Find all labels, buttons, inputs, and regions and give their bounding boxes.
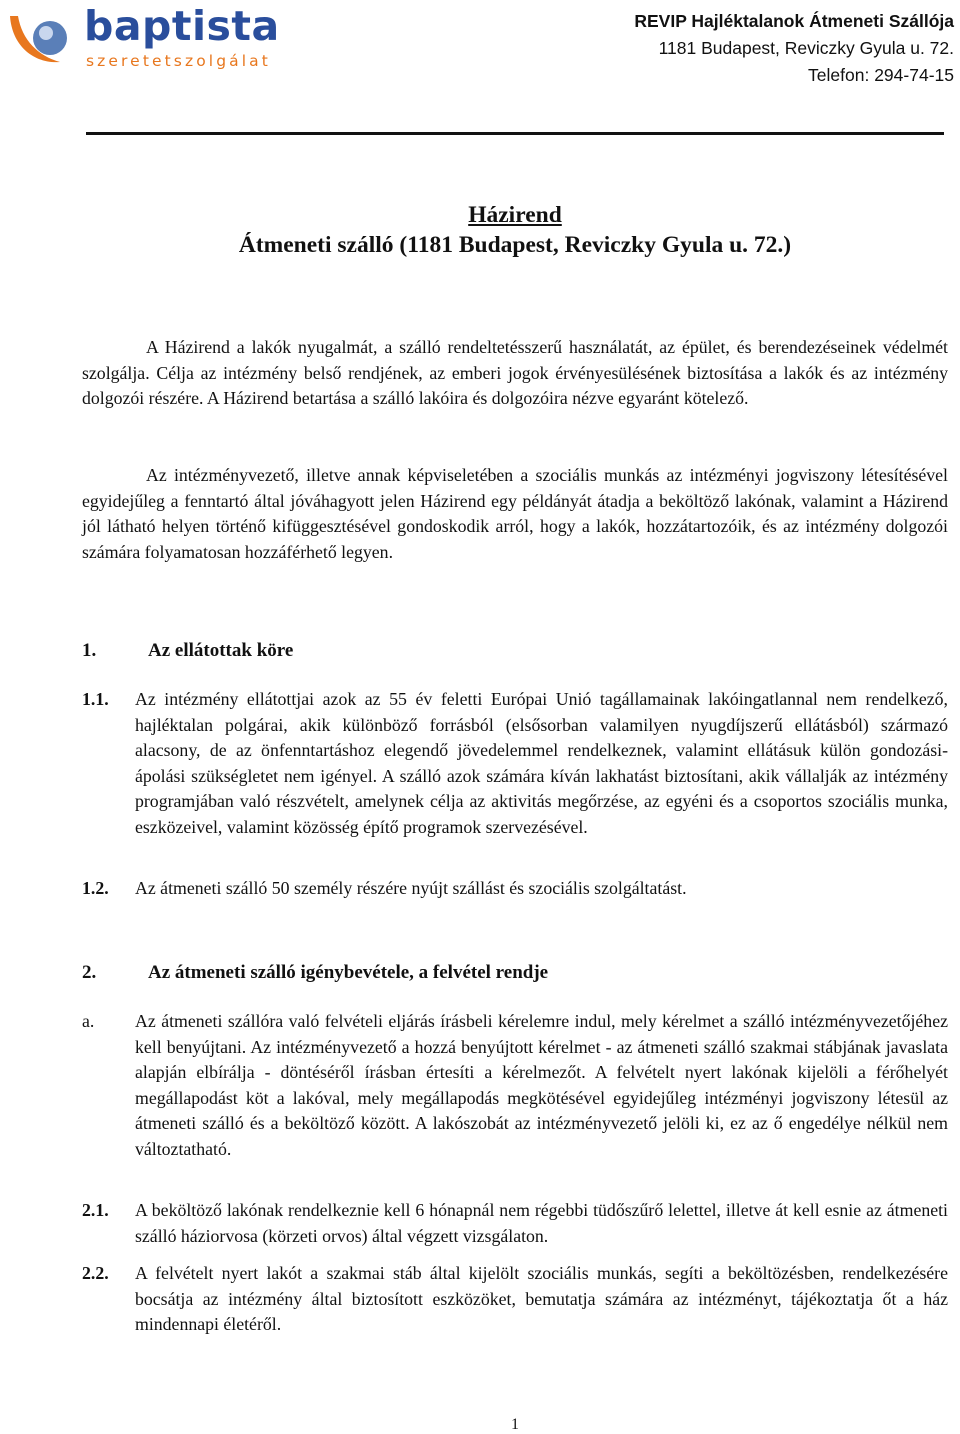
item-number: a.	[82, 1011, 95, 1031]
page-number: 1	[511, 1416, 519, 1433]
item-text: A beköltöző lakónak rendelkeznie kell 6 hónapnál nem régebbi tüdőszűrő lelettel, illetve át kell esnie az átmeneti szálló háziorvosa (körzeti orvos) által végzett vizsgálaton.	[135, 1200, 948, 1246]
header-address: 1181 Budapest, Reviczky Gyula u. 72.	[658, 38, 954, 58]
section-2-number: 2.	[82, 962, 97, 983]
section-1-heading	[82, 638, 293, 664]
logo-name: baptista	[84, 2, 280, 50]
header-divider	[86, 132, 944, 135]
logo-emblem-icon	[4, 6, 82, 68]
section-2-heading	[82, 960, 548, 986]
header-phone: Telefon: 294-74-15	[808, 65, 954, 85]
list-item	[82, 1198, 948, 1249]
title-line-2: Átmeneti szálló (1181 Budapest, Reviczky Gyula u. 72.)	[238, 232, 792, 258]
baptista-logo	[4, 2, 280, 76]
item-text: A felvételt nyert lakót a szakmai stáb által kijelölt szociális munkás, segíti a beköltözésben, rendelkezésére bocsátja az intézmény által biztosított eszközöket, bemutatja számára az intézményt, tájékoztatja őt a ház mindennapi életéről.	[135, 1263, 948, 1335]
item-text: Az átmeneti szállóra való felvételi eljárás írásbeli kérelemre indul, mely kérelmet a szálló intézményvezetőjéhez kell benyújtani. Az intézményvezető a hozzá benyújtott kérelmet - az átmeneti szálló szakmai stábjának javaslata alapján elbírálja - döntéséről írásban értesíti a kérelmezőt. A felvételt nyert lakónak kijelöli a férőhelyét megállapodást köt a lakóval, mely megállapodás megkötésével egyidejűleg intézményi jogviszony létesül az átmeneti szálló és a beköltöző között. A lakószobát az intézményvezető jelöli ki, ez az ő engedélye nélkül nem változtatható.	[135, 1011, 948, 1159]
section-2-title: Az átmeneti szálló igénybevétele, a felvétel rendje	[148, 962, 549, 983]
item-number: 2.1.	[82, 1200, 109, 1220]
intro-paragraph-2	[82, 463, 948, 565]
header-contact	[634, 8, 954, 89]
list-item	[82, 1261, 948, 1338]
intro-paragraph-2-text: Az intézményvezető, illetve annak képviseletében a szociális munkás az intézményi jogviszony létesítésével egyidejűleg a fenntartó által jóváhagyott jelen Házirend egy példányát átadja a beköltöző lakónak, valamint a Házirend jól látható helyen történő kifüggesztésével gondoskodik arról, hogy a lakók, hozzátartozóik, és az intézmény dolgozói számára folyamatosan hozzáférhető legyen.	[82, 465, 948, 562]
document-title	[0, 200, 960, 260]
list-item	[82, 687, 948, 841]
item-number: 1.2.	[82, 878, 109, 898]
section-1-title: Az ellátottak köre	[148, 640, 294, 661]
header-org: REVIP Hajléktalanok Átmeneti Szállója	[634, 11, 954, 31]
list-item	[82, 876, 948, 902]
intro-paragraph-1-text: A Házirend a lakók nyugalmát, a szálló rendeltetésszerű használatát, az épület, és berendezéseinek védelmét szolgálja. Célja az intézmény belső rendjének, az emberi jogok érvényesülésének biztosítása a lakók és az intézmény dolgozói részére. A Házirend betartása a szálló lakóira és dolgozóira nézve egyaránt kötelező.	[82, 337, 948, 409]
item-number: 1.1.	[82, 689, 109, 709]
title-line-1: Házirend	[468, 202, 562, 228]
intro-paragraph-1	[82, 335, 948, 412]
section-1-number: 1.	[82, 640, 97, 661]
logo-subtitle: szeretetszolgálat	[86, 52, 271, 70]
list-item	[82, 1009, 948, 1163]
item-text: Az intézmény ellátottjai azok az 55 év feletti Európai Unió tagállamainak lakóingatlannal nem rendelkező, hajléktalan polgárai, akik különböző forrásból (elsősorban valamilyen nyugdíjszerű ellátásból) származó alacsony, de az önfenntartáshoz elegendő jövedelemmel rendelkeznek, valamint ellátásuk külön gondozási-ápolási szükségletet nem igényel. A szálló azok számára kíván lakhatást biztosítani, akik vállalják az intézmény programjában való részvételt, amelynek célja az aktivitás megőrzése, az egyéni és a csoportos szociális munka, eszközeivel, valamint közösség építő programok szervezésével.	[135, 689, 948, 837]
item-number: 2.2.	[82, 1263, 109, 1283]
item-text: Az átmeneti szálló 50 személy részére nyújt szállást és szociális szolgáltatást.	[135, 878, 687, 898]
